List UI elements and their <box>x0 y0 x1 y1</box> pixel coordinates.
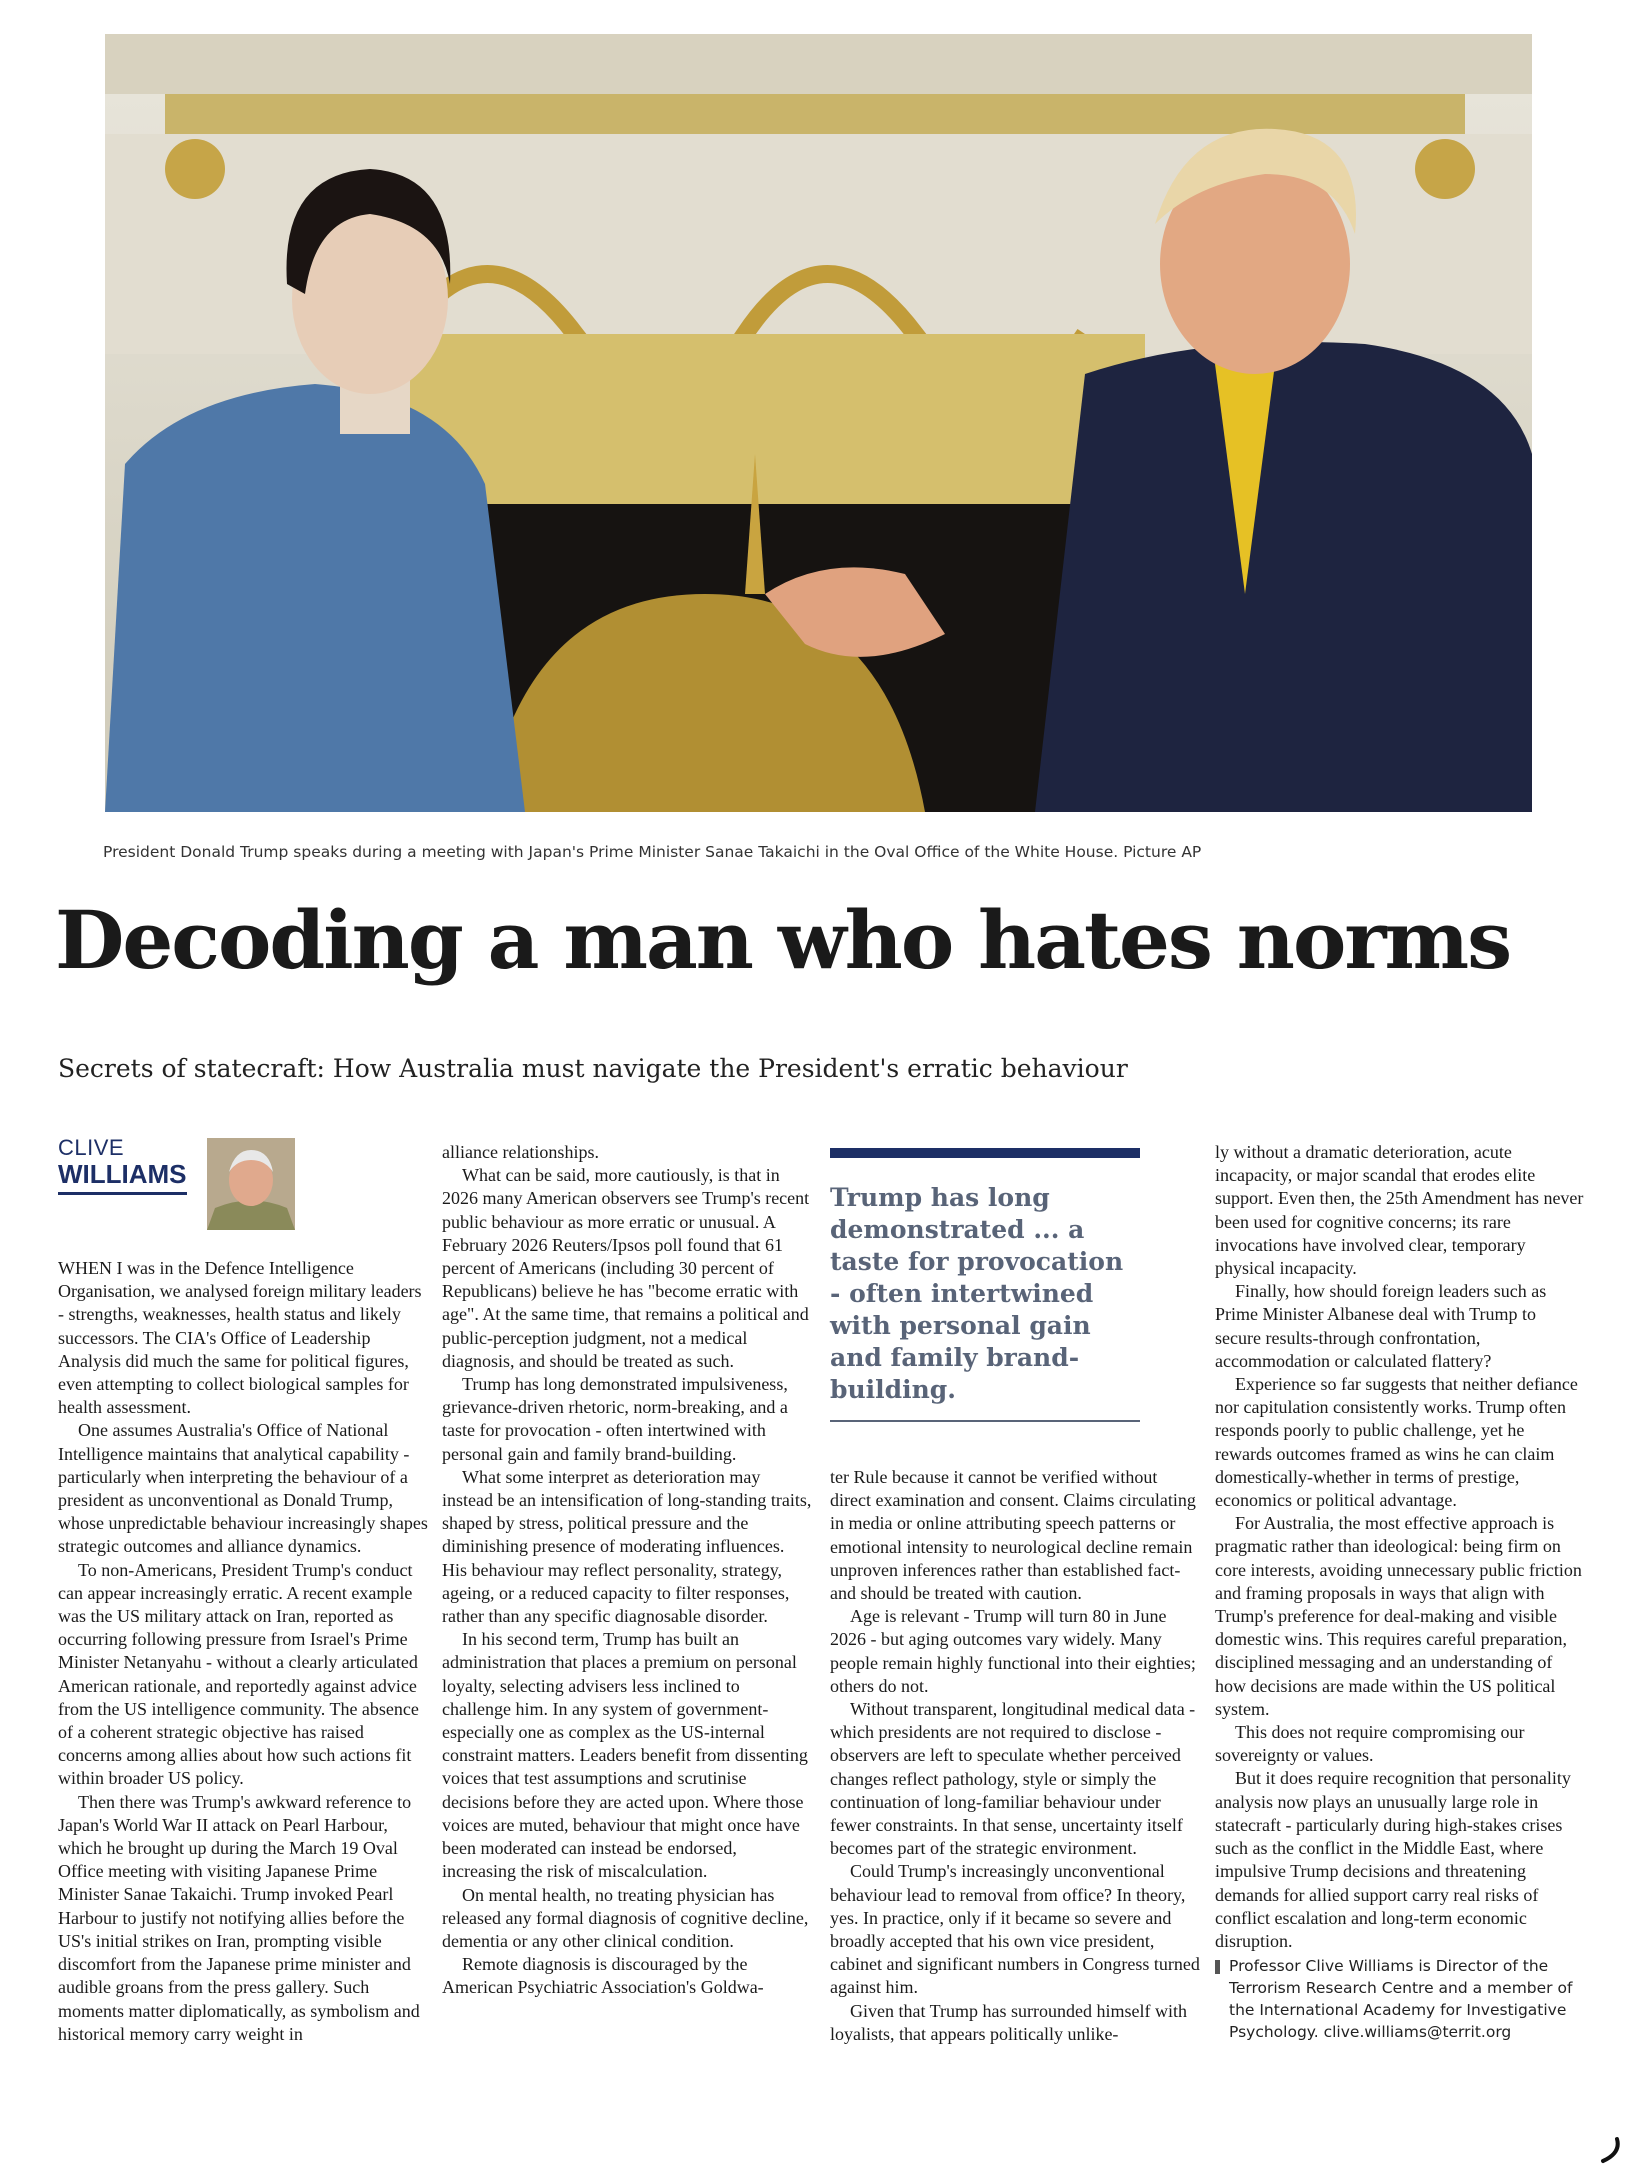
photo-caption: President Donald Trump speaks during a meeting with Japan's Prime Minister Sanae Takaichi in the Oval Office of the White House. Picture AP <box>103 843 1202 861</box>
paragraph: This does not require compromising our sovereignty or values. <box>1215 1722 1525 1766</box>
paragraph: For Australia, the most effective approach is pragmatic rather than ideological: being firm on core interests, avoiding unnecessary public friction and framing proposals in ways that align with Trump's preference for deal-making and visible domestic wins. This requires careful preparation, disciplined messaging and an understanding of how decisions are made within the US political system. <box>1215 1513 1582 1719</box>
paragraph: WHEN I was in the Defence Intelligence Organisation, we analysed foreign military leaders - strengths, weaknesses, health status and likely successors. The CIA's Office of Leadership Analysis did much the same for political figures, even attempting to collect biological samples for health assessment. <box>58 1258 422 1418</box>
paragraph: To non-Americans, President Trump's conduct can appear increasingly erratic. A recent example was the US military attack on Iran, reported as occurring following pressure from Israel's Prime Minister Netanyahu - without a clearly articulated American rationale, and reportedly against advice from the US intelligence community. The absence of a coherent strategic objective has raised concerns among allies about how such actions fit within broader US policy. <box>58 1559 419 1789</box>
author-avatar <box>207 1138 295 1230</box>
paragraph: Then there was Trump's awkward reference to Japan's World War II attack on Pearl Harbour, which he brought up during the March 19 Oval Office meeting with visiting Japanese Prime Minister Sanae Takaichi. Trump invoked Pearl Harbour to justify not notifying allies before the US's initial strikes on Iran, prompting visible discomfort from the Japanese prime minister and audible groans from the press gallery. Such moments matter diplomatically, as symbolism and historical memory carry weight in <box>58 1791 420 2044</box>
bio-marker-icon <box>1215 1960 1220 1974</box>
paragraph: Could Trump's increasingly unconventional behaviour lead to removal from office? In theory, yes. In practice, only if it became so severe and broadly accepted that his own vice president, cabinet and significant numbers in Congress turned against him. <box>830 1861 1200 1998</box>
paragraph: alliance relationships. <box>442 1142 599 1162</box>
paragraph: Experience so far suggests that neither defiance nor capitulation consistently works. Trump often responds poorly to public challenge, yet he rewards outcomes framed as wins he can claim domestically-whether in terms of prestige, economics or political advantage. <box>1215 1374 1578 1511</box>
article-column-4 <box>1215 1141 1585 2043</box>
headline: Decoding a man who hates norms <box>55 893 1511 987</box>
paragraph: Remote diagnosis is discouraged by the American Psychiatric Association's Goldwa- <box>442 1954 764 1998</box>
end-mark-icon <box>1595 2135 1625 2165</box>
paragraph: Trump has long demonstrated impulsiveness, grievance-driven rhetoric, norm-breaking, and a taste for provocation - often intertwined with personal gain and family brand-building. <box>442 1374 788 1464</box>
byline-last-name: WILLIAMS <box>58 1159 187 1195</box>
paragraph: What can be said, more cautiously, is that in 2026 many American observers see Trump's recent public behaviour as more erratic or unusual. A February 2026 Reuters/Ipsos poll found that 61 percent of Americans (including 30 percent of Republicans) believe he has "become erratic with age". At the same time, that remains a political and public-perception judgment, not a medical diagnosis, and should be treated as such. <box>442 1165 810 1371</box>
paragraph: On mental health, no treating physician has released any formal diagnosis of cognitive decline, dementia or any other clinical condition. <box>442 1884 809 1951</box>
paragraph: Age is relevant - Trump will turn 80 in June 2026 - but aging outcomes vary widely. Many people remain highly functional into their eighties; others do not. <box>830 1606 1196 1696</box>
article-column-3 <box>830 1466 1200 2046</box>
paragraph: Finally, how should foreign leaders such as Prime Minister Albanese deal with Trump to secure results-through confrontation, accommodation or calculated flattery? <box>1215 1281 1547 1371</box>
paragraph: In his second term, Trump has built an administration that places a premium on personal loyalty, selecting advisers less inclined to challenge him. In any system of government-especially one as complex as the US-internal constraint matters. Leaders benefit from dissenting voices that test assumptions and scrutinise decisions before they are acted upon. Where those voices are muted, behaviour that might once have been moderated can instead be endorsed, increasing the risk of miscalculation. <box>442 1629 808 1882</box>
pull-quote-divider <box>830 1420 1140 1422</box>
subheadline: Secrets of statecraft: How Australia must navigate the President's erratic behaviour <box>58 1054 1128 1083</box>
article-column-2 <box>442 1141 812 2000</box>
paragraph: ter Rule because it cannot be verified without direct examination and consent. Claims circulating in media or online attributing speech patterns or emotional intensity to neurological decline remain unproven inferences rather than established fact-and should be treated with caution. <box>830 1467 1196 1604</box>
paragraph: What some interpret as deterioration may instead be an intensification of long-standing traits, shaped by stress, political pressure and the diminishing presence of moderating influences. His behaviour may reflect personality, strategy, ageing, or a reduced capacity to filter responses, rather than any specific diagnosable disorder. <box>442 1466 812 1627</box>
pull-quote <box>830 1148 1140 1422</box>
paragraph: One assumes Australia's Office of National Intelligence maintains that analytical capability - particularly when interpreting the behaviour of a president as unconventional as Donald Trump, whose unpredictable behaviour increasingly shapes strategic outcomes and alliance dynamics. <box>58 1420 428 1557</box>
article-column-1 <box>58 1257 428 2046</box>
lead-photo-illustration <box>105 34 1532 812</box>
author-bio-text: Professor Clive Williams is Director of the Terrorism Research Centre and a member of the International Academy for Investigative Psychology. clive.williams@territ.org <box>1229 1957 1573 2042</box>
paragraph: But it does require recognition that personality analysis now plays an unusually large role in statecraft - particularly during high-stakes crises such as the conflict in the Middle East, where impulsive Trump decisions and threatening demands for allied support carry real risks of conflict escalation and long-term economic disruption. <box>1215 1768 1571 1951</box>
paragraph: Without transparent, longitudinal medical data - which presidents are not required to disclose - observers are left to speculate whether perceived changes reflect pathology, style or simply the continuation of long-familiar behaviour under fewer constraints. In that sense, uncertainty itself becomes part of the strategic environment. <box>830 1699 1196 1859</box>
author-bio <box>1215 1955 1585 2043</box>
paragraph: ly without a dramatic deterioration, acute incapacity, or major scandal that erodes elite support. Even then, the 25th Amendment has never been used for cognitive concerns; its rare invocations have involved clear, temporary physical incapacity. <box>1215 1142 1584 1279</box>
lead-photo <box>105 34 1532 812</box>
byline-first-name: CLIVE <box>58 1135 125 1160</box>
pull-quote-text: Trump has long demonstrated ... a taste for provocation - often intertwined with personal gain and family brand-building. <box>830 1183 1124 1404</box>
paragraph: Given that Trump has surrounded himself with loyalists, that appears politically unlike- <box>830 2000 1187 2044</box>
